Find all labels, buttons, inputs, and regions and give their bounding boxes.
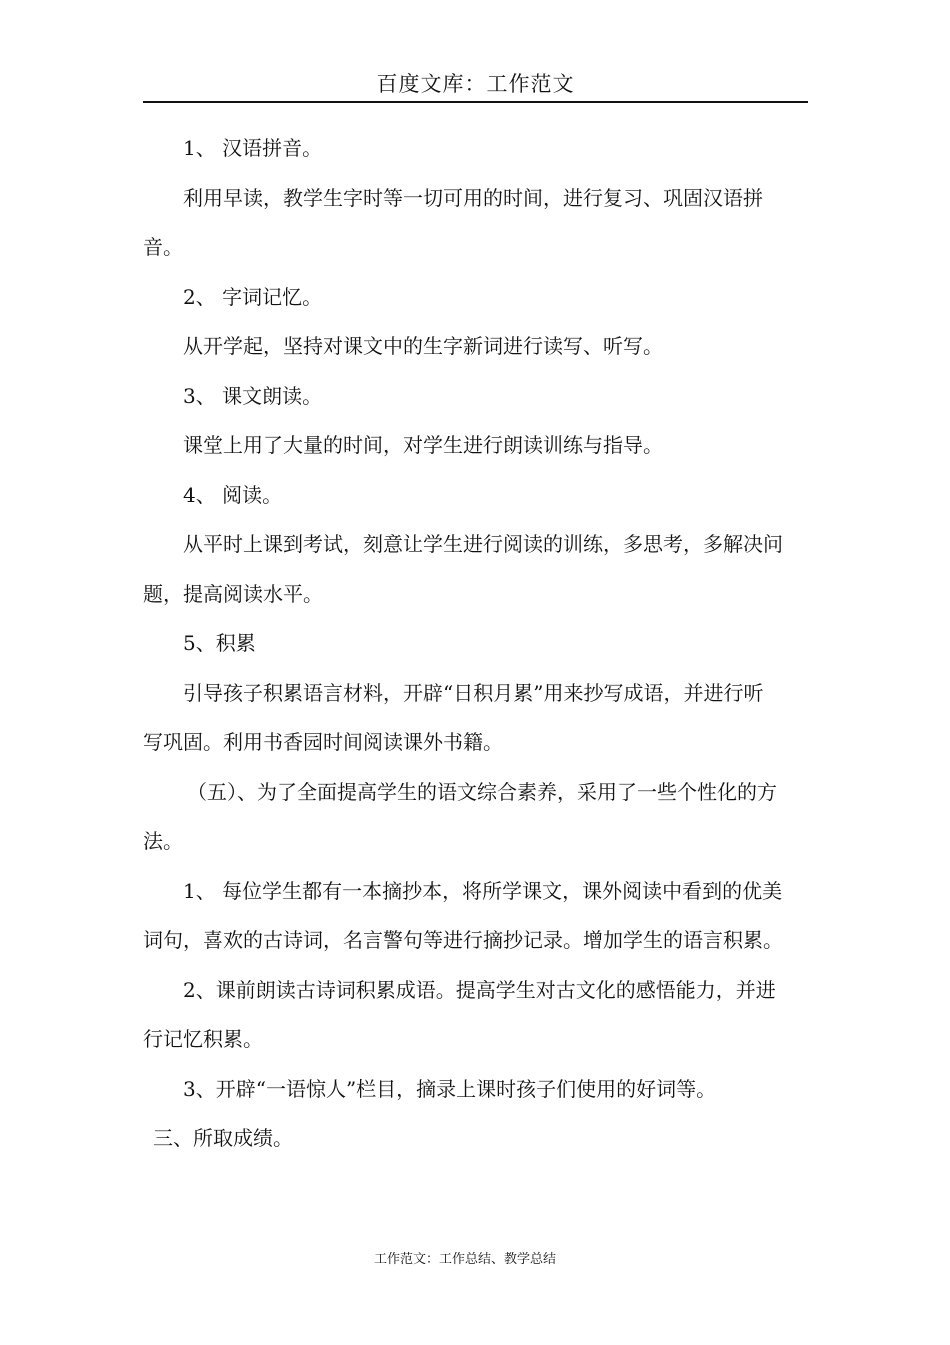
paragraph-3: 2、 字词记忆。 xyxy=(183,284,323,309)
paragraph-2: 利用早读，教学生字时等一切可用的时间，进行复习、巩固汉语拼音。 xyxy=(143,185,763,259)
paragraph-7: 4、 阅读。 xyxy=(183,482,283,507)
paragraph-1: 1、 汉语拼音。 xyxy=(183,136,323,160)
page-header-title: 百度文库：工作范文 xyxy=(376,72,575,96)
paragraph-5: 3、 课文朗读。 xyxy=(183,383,323,408)
document-body xyxy=(143,124,783,1164)
paragraph-14: 3、开辟“一语惊人”栏目，摘录上课时孩子们使用的好词等。 xyxy=(183,1076,717,1101)
paragraph-8: 从平时上课到考试，刻意让学生进行阅读的训练，多思考，多解决问题，提高阅读水平。 xyxy=(143,532,783,606)
section-heading-achievements: 三、所取成绩。 xyxy=(153,1126,293,1150)
paragraph-13: 2、课前朗读古诗词积累成语。提高学生对古文化的感悟能力，并进行记忆积累。 xyxy=(143,977,776,1051)
paragraph-10: 引导孩子积累语言材料，开辟“日积月累”用来抄写成语，并进行听写巩固。利用书香园时间阅读课外书籍。 xyxy=(143,680,764,754)
paragraph-6: 课堂上用了大量的时间，对学生进行朗读训练与指导。 xyxy=(183,433,663,457)
page-footer: 工作范文：工作总结、教学总结 xyxy=(373,1252,556,1267)
header-rule xyxy=(143,101,808,103)
paragraph-4: 从开学起，坚持对课文中的生字新词进行读写、听写。 xyxy=(183,334,663,358)
paragraph-11: （五）、为了全面提高学生的语文综合素养，采用了一些个性化的方法。 xyxy=(143,779,777,853)
paragraph-12: 1、 每位学生都有一本摘抄本，将所学课文，课外阅读中看到的优美词句，喜欢的古诗词，名言警句等进行摘抄记录。增加学生的语言积累。 xyxy=(143,878,783,952)
paragraph-9: 5、积累 xyxy=(183,631,256,655)
